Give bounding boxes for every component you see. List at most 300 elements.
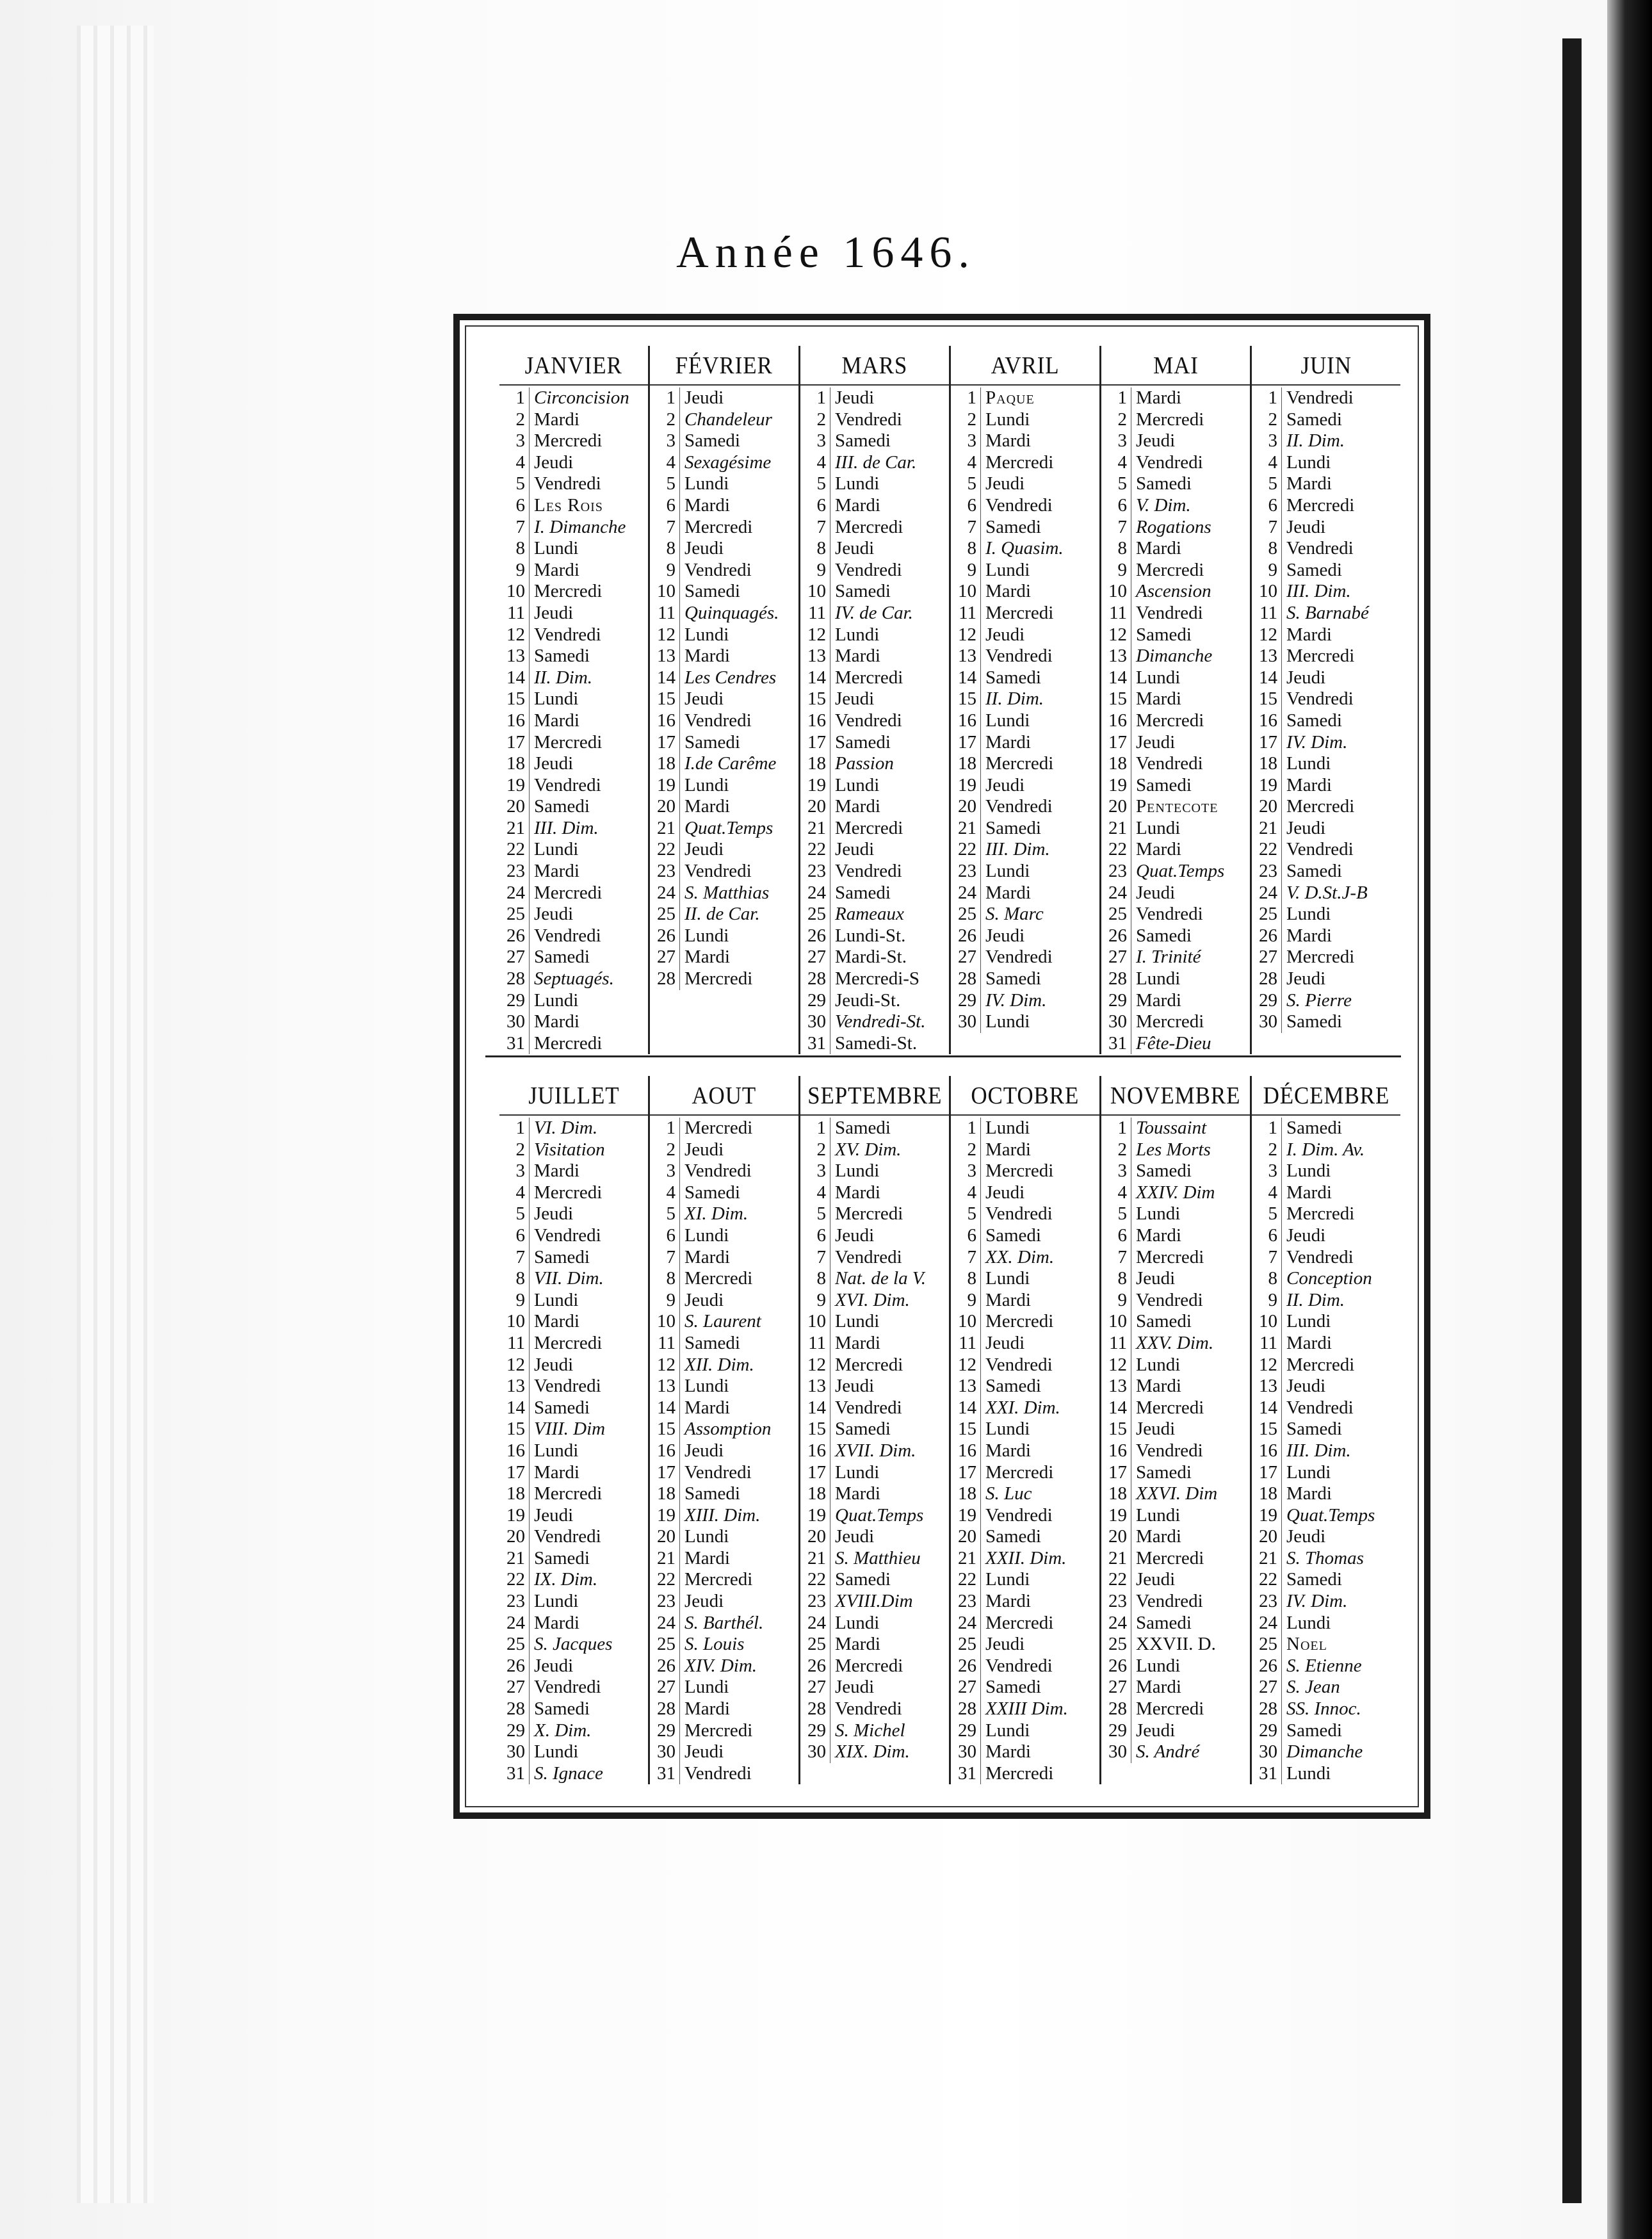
day-row xyxy=(1252,1741,1400,1763)
month-header xyxy=(800,1076,949,1116)
day-row xyxy=(800,1483,949,1505)
day-label: Vendredi xyxy=(835,1246,902,1267)
day-label: Samedi xyxy=(1136,925,1192,946)
day-label: S. Ignace xyxy=(534,1763,603,1784)
month-header xyxy=(951,1076,1099,1116)
day-number: 21 xyxy=(650,1548,680,1570)
day-number: 28 xyxy=(1252,968,1282,990)
day-row xyxy=(1101,1526,1250,1548)
day-row xyxy=(650,1634,798,1656)
day-number: 27 xyxy=(650,947,680,968)
day-number: 14 xyxy=(1252,1397,1282,1419)
day-row xyxy=(800,1656,949,1677)
day-row xyxy=(951,990,1099,1012)
day-number: 23 xyxy=(951,1591,981,1613)
day-row xyxy=(650,1763,798,1785)
day-row xyxy=(800,1011,949,1033)
day-label: XVIII.Dim xyxy=(835,1591,913,1612)
day-row xyxy=(951,1247,1099,1269)
day-number: 4 xyxy=(951,1182,981,1204)
day-row xyxy=(800,560,949,582)
day-label: Mercredi xyxy=(1136,1698,1204,1720)
day-label: XIV. Dim. xyxy=(684,1655,757,1676)
day-label: Vendredi xyxy=(1286,387,1354,408)
day-row xyxy=(951,968,1099,990)
day-number: 16 xyxy=(1252,710,1282,732)
day-row xyxy=(499,1677,648,1698)
day-label: Jeudi xyxy=(1136,1569,1176,1590)
month-novembre xyxy=(1099,1076,1250,1784)
day-label: Jeudi xyxy=(835,688,875,710)
day-row xyxy=(650,968,798,990)
day-number: 3 xyxy=(499,1160,530,1182)
day-label: Jeudi xyxy=(684,1440,724,1461)
day-label: Mardi xyxy=(534,1612,579,1633)
day-number: 22 xyxy=(1101,1569,1131,1591)
month-name: JANVIER xyxy=(524,352,623,379)
day-label: Mardi xyxy=(835,796,880,817)
day-label: Conception xyxy=(1286,1268,1372,1289)
day-number: 11 xyxy=(1252,603,1282,624)
day-label: Lundi xyxy=(1136,968,1181,989)
day-row xyxy=(951,1376,1099,1397)
day-row xyxy=(951,1225,1099,1247)
day-label: III. Dim. xyxy=(1286,581,1351,602)
day-number: 4 xyxy=(1101,452,1131,474)
day-row xyxy=(951,1203,1099,1225)
day-label: Mardi xyxy=(1136,1225,1181,1246)
day-row xyxy=(499,883,648,904)
day-number: 4 xyxy=(499,452,530,474)
day-label: Jeudi xyxy=(1136,1419,1176,1440)
day-row xyxy=(650,1355,798,1376)
day-label: Samedi xyxy=(1136,774,1192,795)
day-label: Lundi xyxy=(835,624,880,645)
day-number: 27 xyxy=(1101,947,1131,968)
day-number: 28 xyxy=(650,1698,680,1720)
day-label: Lundi xyxy=(1136,667,1181,688)
day-row xyxy=(650,1462,798,1484)
day-row xyxy=(650,1311,798,1333)
day-label: Jeudi xyxy=(1286,1526,1326,1547)
day-label: XV. Dim. xyxy=(835,1139,902,1160)
day-number: 2 xyxy=(800,1139,830,1161)
day-number: 1 xyxy=(800,1118,830,1139)
day-label: Lundi xyxy=(684,1225,729,1246)
day-label: Samedi xyxy=(835,430,891,452)
day-row xyxy=(800,495,949,517)
day-number: 1 xyxy=(1252,1118,1282,1139)
day-label: V. D.St.J-B xyxy=(1286,882,1368,903)
day-row xyxy=(1101,1118,1250,1139)
day-row xyxy=(499,1656,648,1677)
day-number: 1 xyxy=(951,387,981,409)
day-row xyxy=(1252,839,1400,861)
day-number: 26 xyxy=(650,1656,680,1677)
day-label: Jeudi xyxy=(1136,430,1176,452)
day-label: Jeudi xyxy=(985,473,1025,494)
day-label: I. Dim. Av. xyxy=(1286,1139,1365,1160)
day-number: 29 xyxy=(1101,990,1131,1012)
day-label: Vendredi xyxy=(684,861,752,882)
day-label: Mardi xyxy=(835,494,880,516)
day-number: 22 xyxy=(1252,839,1282,861)
day-label: Vendredi xyxy=(1286,538,1354,559)
day-number: 20 xyxy=(650,796,680,818)
month-aout xyxy=(648,1076,798,1784)
day-number: 26 xyxy=(951,925,981,947)
day-label: Mardi xyxy=(684,494,730,516)
day-number: 16 xyxy=(650,710,680,732)
day-number: 17 xyxy=(1101,732,1131,754)
day-number: 24 xyxy=(1101,883,1131,904)
day-row xyxy=(1252,1247,1400,1269)
day-number: 20 xyxy=(1252,796,1282,818)
month-name: FÉVRIER xyxy=(675,352,773,379)
day-number: 27 xyxy=(1252,947,1282,968)
day-label: Mardi xyxy=(1286,925,1332,946)
day-number: 25 xyxy=(800,904,830,925)
day-row xyxy=(650,1182,798,1204)
day-row xyxy=(1101,968,1250,990)
day-row xyxy=(800,624,949,646)
day-number: 18 xyxy=(1101,753,1131,775)
day-label: Vendredi xyxy=(1136,452,1203,473)
day-number: 7 xyxy=(1252,517,1282,539)
day-label: Lundi-St. xyxy=(835,925,906,946)
day-row xyxy=(499,1033,648,1055)
day-row xyxy=(650,861,798,883)
day-number: 6 xyxy=(1252,1225,1282,1247)
day-label: II. Dim. xyxy=(1286,430,1345,452)
day-number: 24 xyxy=(800,1613,830,1634)
day-row xyxy=(1252,1613,1400,1634)
day-row xyxy=(650,1139,798,1161)
day-row xyxy=(499,1139,648,1161)
day-row xyxy=(650,732,798,754)
day-number: 14 xyxy=(1101,1397,1131,1419)
day-label: Quat.Temps xyxy=(684,817,773,838)
day-label: Mercredi xyxy=(985,1160,1054,1182)
day-label: Lundi xyxy=(534,1741,579,1763)
day-number: 6 xyxy=(800,1225,830,1247)
day-number: 1 xyxy=(650,387,680,409)
day-row xyxy=(1101,538,1250,560)
day-number: 6 xyxy=(800,495,830,517)
day-row xyxy=(800,1505,949,1527)
day-row xyxy=(951,430,1099,452)
day-row xyxy=(1252,1440,1400,1462)
day-row xyxy=(951,1139,1099,1161)
day-label: Mercredi xyxy=(534,731,603,753)
day-number: 10 xyxy=(1252,581,1282,603)
day-label: Jeudi xyxy=(985,1182,1025,1203)
day-row xyxy=(800,1225,949,1247)
day-number: 13 xyxy=(800,646,830,667)
month-name: MAI xyxy=(1153,352,1199,379)
day-row xyxy=(1252,1763,1400,1785)
day-row xyxy=(1101,990,1250,1012)
month-name: AVRIL xyxy=(991,352,1060,379)
day-number: 21 xyxy=(499,1548,530,1570)
day-row xyxy=(800,1376,949,1397)
day-number: 19 xyxy=(499,1505,530,1527)
day-label: Samedi xyxy=(1286,1720,1342,1741)
day-row xyxy=(800,1634,949,1656)
day-number: 18 xyxy=(800,753,830,775)
day-number: 5 xyxy=(650,1203,680,1225)
day-number: 19 xyxy=(1101,775,1131,797)
day-label: III. de Car. xyxy=(835,452,917,473)
day-label: Vendredi xyxy=(1136,602,1203,623)
day-row xyxy=(800,1160,949,1182)
day-number: 30 xyxy=(800,1011,830,1033)
day-label: Mardi xyxy=(534,409,579,430)
day-row xyxy=(650,409,798,431)
day-label: Jeudi xyxy=(684,1591,724,1612)
day-number: 3 xyxy=(499,430,530,452)
day-row xyxy=(951,1741,1099,1763)
day-row xyxy=(1101,1182,1250,1204)
day-label: Vendredi xyxy=(835,1698,902,1720)
day-number: 14 xyxy=(499,667,530,689)
day-label: Mercredi xyxy=(1286,796,1355,817)
day-row xyxy=(1101,1160,1250,1182)
day-number: 21 xyxy=(1252,1548,1282,1570)
day-label: Mardi xyxy=(985,581,1031,602)
day-row xyxy=(1101,387,1250,409)
day-label: Mercredi xyxy=(985,1612,1054,1633)
day-number: 22 xyxy=(650,839,680,861)
day-number: 29 xyxy=(951,990,981,1012)
day-label: SS. Innoc. xyxy=(1286,1698,1361,1720)
day-row xyxy=(951,581,1099,603)
day-row xyxy=(650,1613,798,1634)
day-row xyxy=(800,1311,949,1333)
day-number: 7 xyxy=(1101,517,1131,539)
day-label: Vendredi xyxy=(985,1203,1053,1225)
day-number: 25 xyxy=(499,904,530,925)
day-label: Vendredi xyxy=(835,409,902,430)
day-number: 1 xyxy=(650,1118,680,1139)
day-label: Mardi xyxy=(684,947,730,968)
day-label: Visitation xyxy=(534,1139,605,1160)
day-row xyxy=(650,775,798,797)
day-label: XVI. Dim. xyxy=(835,1289,910,1310)
day-label: Samedi xyxy=(1286,1011,1342,1032)
day-label: S. André xyxy=(1136,1741,1200,1763)
day-number: 17 xyxy=(951,1462,981,1484)
day-number: 15 xyxy=(499,1419,530,1440)
day-label: Samedi xyxy=(534,1547,590,1568)
day-label: S. Matthias xyxy=(684,882,770,903)
day-row xyxy=(1101,925,1250,947)
day-label: XXI. Dim. xyxy=(985,1397,1060,1418)
day-row xyxy=(1252,732,1400,754)
day-label: Jeudi xyxy=(835,839,875,860)
day-row xyxy=(499,646,648,667)
day-row xyxy=(1252,1720,1400,1742)
day-row xyxy=(650,688,798,710)
day-row xyxy=(951,904,1099,925)
day-label: II. Dim. xyxy=(985,688,1044,710)
day-label: Samedi xyxy=(534,1397,590,1418)
day-label: Mardi xyxy=(985,1440,1031,1461)
day-number: 5 xyxy=(1101,473,1131,495)
day-row xyxy=(499,1419,648,1440)
day-label: Lundi xyxy=(1286,452,1331,473)
day-number: 7 xyxy=(951,1247,981,1269)
day-row xyxy=(1101,1011,1250,1033)
day-row xyxy=(499,710,648,732)
day-label: V. Dim. xyxy=(1136,494,1191,516)
day-label: Jeudi xyxy=(1286,817,1326,838)
day-label: Lundi xyxy=(1286,1311,1331,1332)
day-number: 5 xyxy=(1252,473,1282,495)
day-label: Vendredi-St. xyxy=(835,1011,926,1032)
day-number: 28 xyxy=(650,968,680,990)
day-label: Jeudi xyxy=(1286,667,1326,688)
day-row xyxy=(650,495,798,517)
day-number: 8 xyxy=(499,538,530,560)
day-label: Lundi xyxy=(985,1268,1030,1289)
day-label: Samedi xyxy=(985,968,1041,989)
day-row xyxy=(499,430,648,452)
day-row xyxy=(1252,796,1400,818)
day-number: 18 xyxy=(1252,1483,1282,1505)
day-label: Mercredi xyxy=(534,1483,603,1504)
day-number: 15 xyxy=(650,688,680,710)
day-label: S. Pierre xyxy=(1286,989,1352,1011)
day-number: 29 xyxy=(650,1720,680,1742)
day-number: 9 xyxy=(1252,560,1282,582)
day-row xyxy=(800,732,949,754)
month-mai xyxy=(1099,346,1250,1054)
day-row xyxy=(499,1355,648,1376)
day-number: 18 xyxy=(951,753,981,775)
day-number: 17 xyxy=(800,1462,830,1484)
day-row xyxy=(1252,1569,1400,1591)
day-row xyxy=(499,1290,648,1312)
day-row xyxy=(800,1268,949,1290)
day-row xyxy=(800,667,949,689)
day-number: 27 xyxy=(1101,1677,1131,1698)
day-label: S. Laurent xyxy=(684,1311,761,1332)
day-row xyxy=(800,430,949,452)
day-row xyxy=(951,925,1099,947)
day-label: Samedi xyxy=(684,1182,740,1203)
day-row xyxy=(1252,1526,1400,1548)
day-row xyxy=(800,839,949,861)
day-row xyxy=(951,624,1099,646)
day-label: Les Rois xyxy=(534,494,603,516)
day-label: Septuagés. xyxy=(534,968,614,989)
day-row xyxy=(1101,667,1250,689)
day-row xyxy=(1252,861,1400,883)
day-label: Lundi xyxy=(1286,1612,1331,1633)
day-label: III. Dim. xyxy=(534,817,599,838)
day-row xyxy=(800,538,949,560)
day-label: Vendredi xyxy=(985,947,1053,968)
day-row xyxy=(1252,1698,1400,1720)
day-label: Lundi xyxy=(1286,1461,1331,1483)
day-row xyxy=(800,688,949,710)
day-row xyxy=(951,1397,1099,1419)
day-number: 12 xyxy=(1252,1355,1282,1376)
day-number: 20 xyxy=(800,1526,830,1548)
day-number: 17 xyxy=(650,1462,680,1484)
month-février xyxy=(648,346,798,1054)
day-label: Lundi xyxy=(684,1526,729,1547)
day-row xyxy=(499,538,648,560)
day-row xyxy=(1101,1203,1250,1225)
day-label: Mercredi xyxy=(985,1461,1054,1483)
day-label: Samedi xyxy=(1136,1612,1192,1633)
day-number: 4 xyxy=(951,452,981,474)
day-row xyxy=(650,603,798,624)
day-number: 14 xyxy=(800,1397,830,1419)
day-label: Mercredi xyxy=(684,1720,753,1741)
day-number: 30 xyxy=(951,1011,981,1033)
day-label: Lundi xyxy=(534,989,579,1011)
day-label: XXVII. D. xyxy=(1136,1634,1216,1655)
day-number: 22 xyxy=(650,1569,680,1591)
day-label: Vendredi xyxy=(1286,1397,1354,1418)
day-number: 5 xyxy=(1101,1203,1131,1225)
day-number: 3 xyxy=(650,430,680,452)
day-label: Samedi xyxy=(1286,1118,1342,1138)
day-label: Mercredi xyxy=(684,516,753,537)
day-number: 20 xyxy=(951,1526,981,1548)
day-label: Jeudi xyxy=(684,839,724,860)
day-row xyxy=(650,1225,798,1247)
day-label: Mardi xyxy=(1286,1483,1332,1504)
day-row xyxy=(1252,1311,1400,1333)
day-number: 29 xyxy=(1252,1720,1282,1742)
day-label: Mercredi xyxy=(534,1032,603,1054)
day-number: 16 xyxy=(1101,1440,1131,1462)
day-label: Mardi xyxy=(985,430,1031,452)
day-label: Lundi xyxy=(985,559,1030,580)
day-row xyxy=(1252,1333,1400,1355)
day-label: Samedi xyxy=(1286,710,1342,731)
day-label: Lundi xyxy=(534,1440,579,1461)
day-label: Samedi xyxy=(835,1118,891,1138)
day-number: 18 xyxy=(499,753,530,775)
day-label: Mardi xyxy=(985,1289,1031,1310)
day-label: Vendredi xyxy=(1136,1440,1203,1461)
day-label: Jeudi xyxy=(985,925,1025,946)
day-row xyxy=(1252,883,1400,904)
day-label: Vendredi xyxy=(985,494,1053,516)
day-label: Mardi xyxy=(1286,624,1332,645)
day-label: Mardi xyxy=(835,1182,880,1203)
day-row xyxy=(1101,1634,1250,1656)
day-row xyxy=(499,796,648,818)
day-label: XII. Dim. xyxy=(684,1354,754,1375)
day-number: 5 xyxy=(800,1203,830,1225)
day-row xyxy=(650,473,798,495)
day-label: Mardi xyxy=(1286,1332,1332,1353)
day-number: 29 xyxy=(1252,990,1282,1012)
day-row xyxy=(1252,990,1400,1012)
day-number: 24 xyxy=(499,1613,530,1634)
day-number: 3 xyxy=(800,430,830,452)
day-row xyxy=(951,1763,1099,1785)
day-row xyxy=(800,409,949,431)
day-label: Mercredi xyxy=(1286,494,1355,516)
day-number: 10 xyxy=(650,581,680,603)
